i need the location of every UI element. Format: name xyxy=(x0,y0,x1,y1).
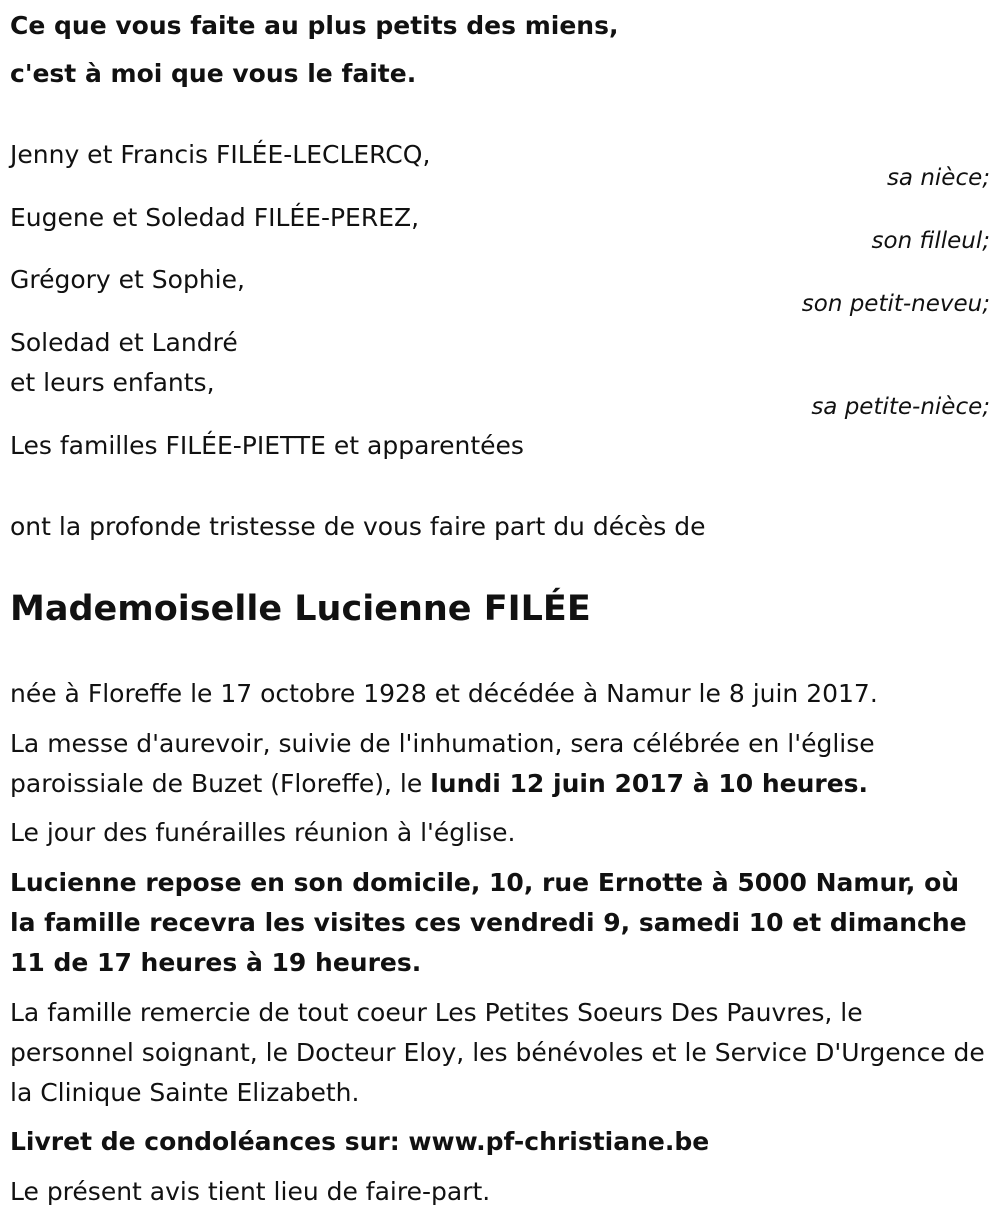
mass-paragraph xyxy=(10,724,990,804)
condolences-link[interactable]: Livret de condoléances sur: www.pf-christiane.be xyxy=(10,1127,710,1156)
family-names-5: Les familles FILÉE-PIETTE et apparentées xyxy=(10,431,524,460)
family-names-4b: et leurs enfants, xyxy=(10,368,215,397)
family-relation-4: sa petite-nièce; xyxy=(811,394,990,420)
visit-paragraph: Lucienne repose en son domicile, 10, rue Ernotte à 5000 Namur, où la famille recevra les visites ces vendredi 9, samedi 10 et dimanche 11 de 17 heures à 19 heures. xyxy=(10,868,967,977)
family-relation-1: sa nièce; xyxy=(886,165,990,191)
epigraph-line-2: c'est à moi que vous le faite. xyxy=(10,59,417,88)
notice: Le présent avis tient lieu de faire-part. xyxy=(10,1177,491,1206)
meeting: Le jour des funérailles réunion à l'église. xyxy=(10,818,516,847)
thanks-paragraph: La famille remercie de tout coeur Les Petites Soeurs Des Pauvres, le personnel soignant, le Docteur Eloy, les bénévoles et le Service D'Urgence de la Clinique Sainte Elizabeth. xyxy=(10,998,985,1107)
deceased-name: Mademoiselle Lucienne FILÉE xyxy=(10,589,591,629)
family-names-2: Eugene et Soledad FILÉE-PEREZ, xyxy=(10,203,420,232)
family-names-1: Jenny et Francis FILÉE-LECLERCQ, xyxy=(10,140,431,169)
birth-death: née à Floreffe le 17 octobre 1928 et décédée à Namur le 8 juin 2017. xyxy=(10,679,878,708)
family-relation-3: son petit-neveu; xyxy=(801,291,990,317)
family-names-3: Grégory et Sophie, xyxy=(10,265,245,294)
mass-date: lundi 12 juin 2017 à 10 heures. xyxy=(430,769,869,798)
epigraph-line-1: Ce que vous faite au plus petits des miens, xyxy=(10,11,619,40)
family-relation-2: son filleul; xyxy=(871,228,990,254)
mass-text: La messe d'aurevoir, suivie de l'inhumation, sera célébrée en l'église paroissiale de Buzet (Floreffe), le xyxy=(10,729,875,798)
family-names-4a: Soledad et Landré xyxy=(10,328,238,357)
announcement: ont la profonde tristesse de vous faire part du décès de xyxy=(10,512,706,541)
